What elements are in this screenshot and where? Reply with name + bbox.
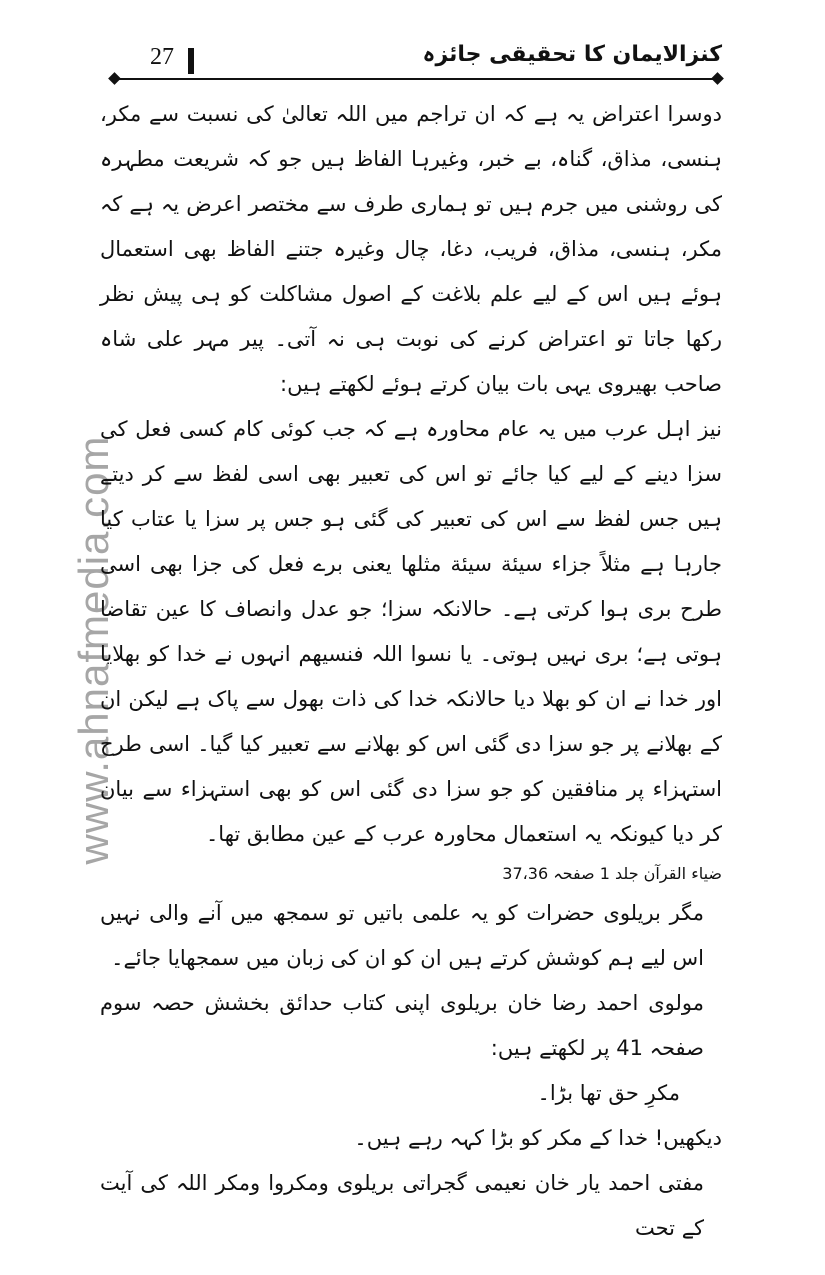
running-title: کنزالایمان کا تحقیقی جائزہ xyxy=(422,42,722,67)
quotation-reference: ضیاء القرآن جلد 1 صفحہ 37،36 xyxy=(502,864,722,883)
watermark: www.ahnafmedia.com xyxy=(70,435,117,865)
page-number: 27 xyxy=(150,44,174,70)
verse-quote: مکرِ حق تھا بڑا۔ xyxy=(537,1081,680,1105)
paragraph-mufti: مفتی احمد یار خان نعیمی گجراتی بریلوی ومکروا ومکر اللہ کی آیت کے تحت xyxy=(100,1171,704,1240)
header-rule xyxy=(112,78,720,80)
page-header xyxy=(110,42,722,82)
paragraph-ahmad-raza: مولوی احمد رضا خان بریلوی اپنی کتاب حدائق بخشش حصہ سوم صفحہ 41 پر لکھتے ہیں: xyxy=(100,991,704,1060)
paragraph-comment: دیکھیں! خدا کے مکر کو بڑا کہہ رہے ہیں۔ xyxy=(354,1126,722,1150)
paragraph-objection: دوسرا اعتراض یہ ہے کہ ان تراجم میں اللہ تعالیٰ کی نسبت سے مکر، ہنسی، مذاق، گناہ، بے خبر، وغیرہا الفاظ ہیں جو کہ شریعت مطہرہ کی روشنی میں جرم ہیں تو ہماری طرف سے مختصر اعرض یہ ہے کہ مکر، ہنسی، مذاق، فریب، دغا، چال وغیرہ جتنے الفاظ بھی استعمال ہوئے ہیں اس کے لیے علم بلاغت کے اصول مشاکلت کو ہی پیش نظر رکھا جاتا تو اعتراض کرنے کی نوبت ہی نہ آتی۔ پیر مہر علی شاہ صاحب بھیروی یہی بات بیان کرتے ہوئے لکھتے ہیں: xyxy=(100,102,722,396)
paragraph-quotation: نیز اہل عرب میں یہ عام محاورہ ہے کہ جب کوئی کام کسی فعل کی سزا دینے کے لیے کیا جائے تو اس کی تعبیر بھی اسی لفظ سے کر دیتے ہیں جس لفظ سے اس کی تعبیر کی گئی ہو جس پر سزا یا عتاب کیا جارہا ہے مثلاً جزاء سیئة سیئة مثلها یعنی برے فعل کی جزا بھی اسی طرح بری ہوا کرتی ہے۔ حالانکہ سزا؛ جو عدل وانصاف کا عین تقاضا ہوتی ہے؛ بری نہیں ہوتی۔ یا نسوا اللہ فنسیھم انہوں نے خدا کو بھلایا اور خدا نے ان کو بھلا دیا حالانکہ خدا کی ذات بھول سے پاک ہے لیکن ان کے بھلانے پر جو سزا دی گئی اس کو بھلانے سے تعبیر کیا گیا۔ اسی طرح استہزاء پر منافقین کو جو سزا دی گئی اس کو بھی استہزاء سے بیان کر دیا کیونکہ یہ استعمال محاورہ عرب کے عین مطابق تھا۔ xyxy=(100,417,722,846)
paragraph-barelvi: مگر بریلوی حضرات کو یہ علمی باتیں تو سمجھ میں آنے والی نہیں اس لیے ہم کوشش کرتے ہیں ان کو ان کی زبان میں سمجھایا جائے۔ xyxy=(100,901,704,970)
page-number-bar xyxy=(188,48,194,74)
page-body xyxy=(100,92,722,1251)
